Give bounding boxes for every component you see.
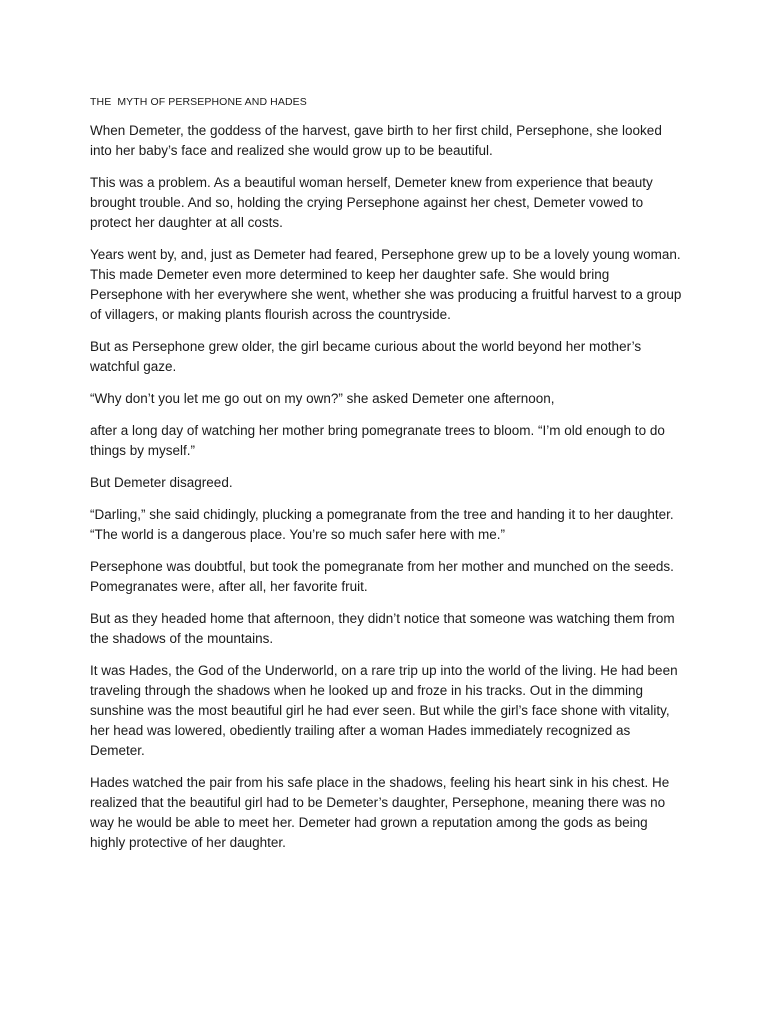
paragraph: But Demeter disagreed. bbox=[90, 475, 233, 490]
paragraph: But as they headed home that afternoon, they didn’t notice that someone was watching them from the shadows of the mountains. bbox=[90, 611, 675, 646]
paragraph: But as Persephone grew older, the girl became curious about the world beyond her mother’s watchful gaze. bbox=[90, 339, 642, 374]
paragraph: This was a problem. As a beautiful woman herself, Demeter knew from experience that beauty brought trouble. And so, holding the crying Persephone against her chest, Demeter vowed to protect her daughter at all costs. bbox=[90, 175, 653, 230]
paragraph: It was Hades, the God of the Underworld, on a rare trip up into the world of the living. He had been traveling through the shadows when he looked up and froze in his tracks. Out in the dimming sunshine was the most beautiful girl he had ever seen. But while the girl’s face shone with vitality, her head was lowered, obediently trailing after a woman Hades immediately recognized as Demeter. bbox=[90, 663, 678, 758]
paragraph: “Darling,” she said chidingly, plucking a pomegranate from the tree and handing it to her daughter. “The world is a dangerous place. You’re so much safer here with me.” bbox=[90, 507, 674, 542]
paragraph: “Why don’t you let me go out on my own?” she asked Demeter one afternoon, bbox=[90, 391, 555, 406]
document-title: THE MYTH OF PERSEPHONE AND HADES bbox=[90, 96, 307, 108]
paragraph: Years went by, and, just as Demeter had feared, Persephone grew up to be a lovely young woman. This made Demeter even more determined to keep her daughter safe. She would bring Persephone with her everywhere she went, whether she was producing a fruitful harvest to a group of villagers, or making plants flourish across the countryside. bbox=[90, 247, 682, 322]
document-page bbox=[90, 95, 682, 865]
paragraph: When Demeter, the goddess of the harvest, gave birth to her first child, Persephone, she looked into her baby’s face and realized she would grow up to be beautiful. bbox=[90, 123, 662, 158]
paragraph: Hades watched the pair from his safe place in the shadows, feeling his heart sink in his chest. He realized that the beautiful girl had to be Demeter’s daughter, Persephone, meaning there was no way he would be able to meet her. Demeter had grown a reputation among the gods as being highly protective of her daughter. bbox=[90, 775, 670, 850]
paragraph: Persephone was doubtful, but took the pomegranate from her mother and munched on the seeds. Pomegranates were, after all, her favorite fruit. bbox=[90, 559, 674, 594]
paragraph: after a long day of watching her mother bring pomegranate trees to bloom. “I’m old enough to do things by myself.” bbox=[90, 423, 665, 458]
